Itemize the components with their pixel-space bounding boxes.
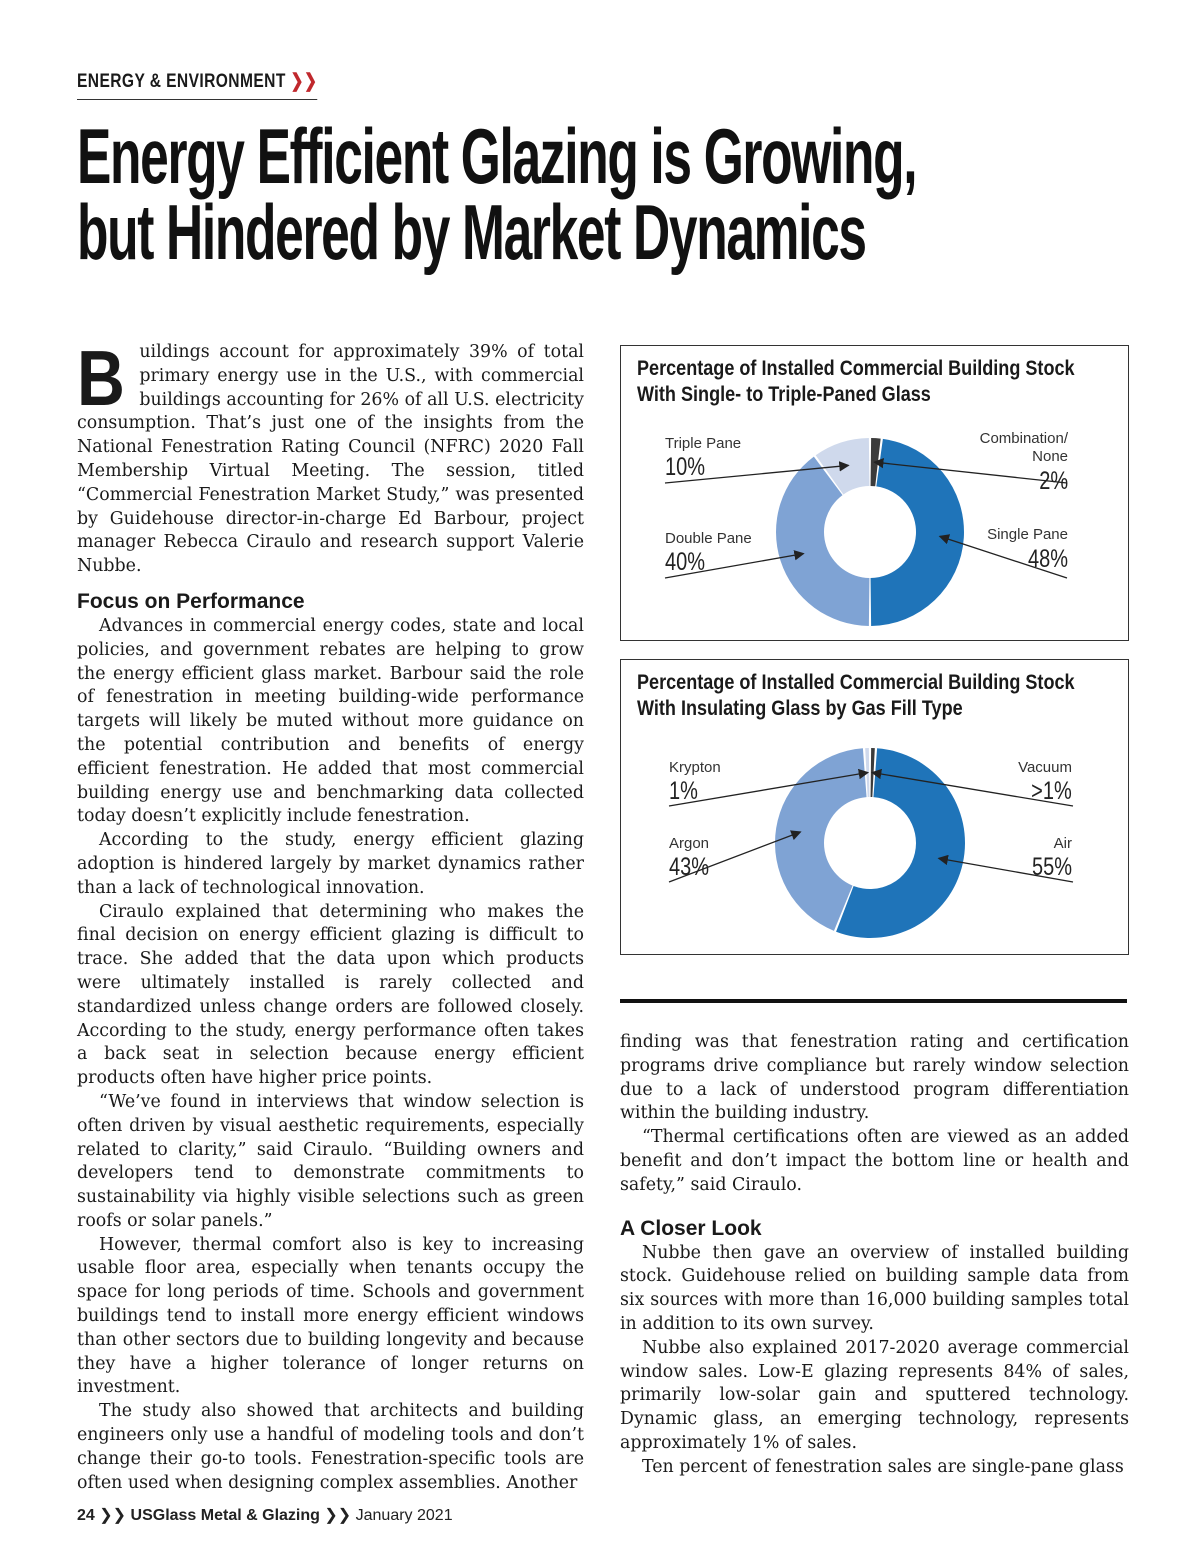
label-single-pane: Single Pane: [987, 526, 1068, 543]
value-air: 55%: [1031, 853, 1072, 881]
chart-pane-type: [620, 345, 1129, 641]
right-paragraph: Ten percent of fenestration sales are single-pane glass: [642, 1456, 1124, 1477]
drop-cap: B: [77, 334, 125, 422]
label-krypton: Krypton: [669, 759, 721, 776]
label-air: Air: [1053, 835, 1072, 852]
label-combination: [980, 430, 1068, 466]
headline-line-1: Energy Efficient Glazing is Growing,: [77, 112, 917, 200]
focus-paragraph: “We’ve found in interviews that window selection is often driven by visual aesthetic requirements, especially related to clarity,” said Ciraulo. “Building owners and developers tend to demonstrate commitments to sustainability via highly visible selections such as green roofs or solar panels.”: [77, 1091, 584, 1231]
label-vacuum: Vacuum: [1018, 759, 1072, 776]
value-argon: 43%: [669, 853, 710, 881]
focus-paragraph: Ciraulo explained that determining who makes the final decision on energy efficient glazing is difficult to trace. She added that the data upon which products were ultimately installed is rarely collected and standardized unless change orders are followed closely. According to the study, energy performance often takes a back seat in selection because energy efficient products often have higher price points.: [77, 901, 584, 1089]
issue-date: January 2021: [355, 1507, 453, 1524]
headline: [77, 112, 917, 276]
chart-title-line-2: With Insulating Glass by Gas Fill Type: [637, 697, 963, 720]
right-paragraph: Nubbe also explained 2017-2020 average commercial window sales. Low-E glazing represents 84% of sales, primarily low-solar gain and sputtered technology. Dynamic glass, an emerging technology, represents approximately 1% of sales.: [620, 1337, 1129, 1453]
double-chevron-icon: ❯❯: [290, 71, 318, 92]
label-argon: Argon: [669, 835, 710, 852]
intro-paragraph: [77, 334, 584, 579]
label-combination-line-1: Combination/: [979, 430, 1068, 447]
value-double-pane: 40%: [665, 548, 706, 576]
value-triple-pane: 10%: [665, 453, 706, 481]
label-double-pane: Double Pane: [665, 530, 752, 547]
headline-line-2: but Hindered by Market Dynamics: [77, 188, 866, 276]
page-footer: [77, 1505, 453, 1525]
focus-paragraph: Advances in commercial energy codes, state and local policies, and government rebates are helping to grow the energy efficient glass market. Barbour said the role of fenestration in meeting building-wide performance targets will likely be muted without more guidance on the potential contribution and benefits of energy efficient fenestration. He added that most commercial building energy use and benchmarking data collected today doesn’t explicitly include fenestration.: [77, 615, 584, 827]
value-krypton: 1%: [669, 777, 698, 805]
donut-chart: [621, 660, 1128, 954]
section-tag: [77, 70, 317, 100]
double-chevron-icon: ❯❯: [324, 1507, 352, 1524]
focus-paragraph: However, thermal comfort also is key to increasing usable floor area, especially when tenants occupy the space for long periods of time. Schools and government buildings tend to install more energy efficient windows than other sectors due to building longevity and because they have a higher tolerance of longer returns on investment.: [77, 1234, 584, 1398]
chart-title-line-1: Percentage of Installed Commercial Building Stock: [637, 357, 1075, 380]
right-column: [620, 1031, 1129, 1480]
right-paragraph: Nubbe then gave an overview of installed building stock. Guidehouse relied on building sample data from six sources with more than 16,000 building samples total in addition to its own survey.: [620, 1242, 1129, 1334]
intro-text: uildings account for approximately 39% of total primary energy use in the U.S., with commercial buildings accounting for 26% of all U.S. electricity consumption. That’s just one of the insights from the National Fenestration Rating Council (NFRC) 2020 Fall Membership Virtual Meeting. The session, titled “Commercial Fenestration Market Study,” was presented by Guidehouse director-in-charge Ed Barbour, project manager Rebecca Ciraulo and research support Valerie Nubbe.: [77, 342, 584, 577]
right-paragraph: finding was that fenestration rating and certification programs drive compliance but rarely window selection due to a lack of understood program differentiation within the building industry.: [620, 1032, 1129, 1124]
focus-paragraph: According to the study, energy efficient glazing adoption is hindered largely by market dynamics rather than a lack of technological innovation.: [77, 830, 584, 898]
closer-look-heading: A Closer Look: [620, 1216, 762, 1240]
value-single-pane: 48%: [1027, 545, 1068, 573]
value-vacuum: >1%: [1031, 777, 1072, 805]
page-number: 24: [77, 1507, 95, 1524]
section-label: ENERGY & ENVIRONMENT: [77, 71, 286, 92]
focus-paragraph: The study also showed that architects and building engineers only use a handful of modeling tools and don’t change their go-to tools. Fenestration-specific tools are often used when designing complex assemblies. Another: [77, 1401, 584, 1493]
right-paragraph: “Thermal certifications often are viewed as an added benefit and don’t impact the bottom line or health and safety,” said Ciraulo.: [620, 1127, 1129, 1195]
chart-gas-fill: [620, 659, 1129, 955]
double-chevron-icon: ❯❯: [99, 1507, 127, 1524]
chart-title-line-2: With Single- to Triple-Paned Glass: [637, 383, 931, 406]
left-column: [77, 334, 584, 1495]
value-combination: 2%: [1039, 467, 1068, 495]
publication-name: USGlass Metal & Glazing: [130, 1507, 320, 1524]
label-triple-pane: Triple Pane: [665, 435, 742, 452]
label-combination-line-2: None: [1032, 448, 1068, 465]
focus-heading: Focus on Performance: [77, 589, 305, 613]
chart-title-line-1: Percentage of Installed Commercial Building Stock: [637, 671, 1075, 694]
column-divider: [620, 999, 1127, 1003]
